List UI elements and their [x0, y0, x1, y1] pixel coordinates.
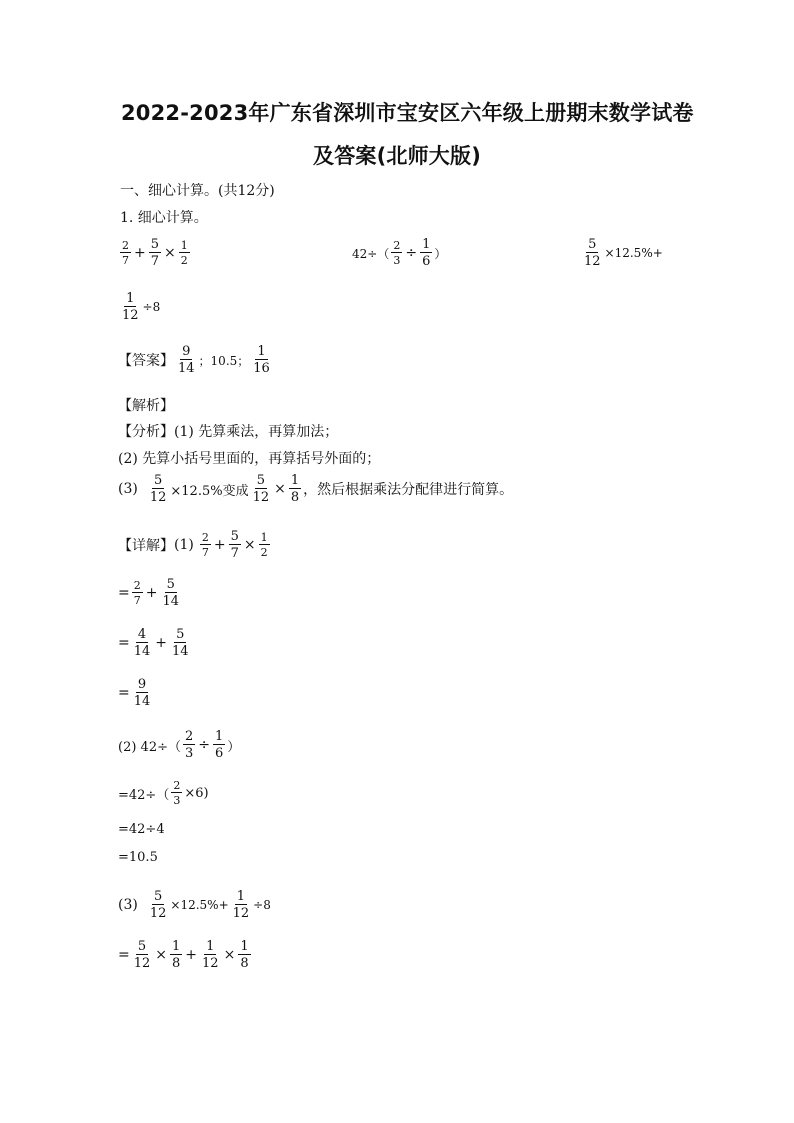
problem-1: [118, 238, 192, 268]
detail-text: =42÷（: [118, 787, 170, 803]
fraction: $\frac{5}{7}$: [150, 237, 160, 269]
fraction: $\frac{2}{3}$: [393, 239, 401, 267]
answer-text: ；10.5；: [198, 353, 250, 368]
operator: +: [155, 635, 168, 651]
analysis-text: ，然后根据乘法分配律进行简算。: [303, 482, 514, 498]
detail-s3-line1: [118, 890, 271, 920]
fraction: $\frac{2}{7}$: [133, 579, 141, 607]
fraction: $\frac{1}{2}$: [260, 531, 268, 559]
fraction: $\frac{2}{7}$: [122, 239, 129, 267]
detail-text: ×6): [184, 785, 209, 801]
problem-3: [580, 238, 663, 268]
operator: ÷: [198, 737, 210, 753]
fraction: $\frac{4}{14}$: [133, 627, 151, 659]
fraction: $\frac{5}{12}$: [149, 889, 167, 921]
fraction: $\frac{9}{14}$: [178, 344, 195, 376]
operator: +: [185, 947, 198, 963]
equals-sign: =: [118, 685, 130, 701]
page-title-line2: 及答案(北师大版): [313, 144, 481, 168]
expression-text: 42÷（: [352, 246, 390, 261]
detail-s3-line2: [118, 940, 253, 970]
detail-text: ×12.5%+: [170, 898, 229, 912]
expression-text: ×12.5%+: [604, 246, 663, 260]
fraction: $\frac{2}{7}$: [201, 531, 209, 559]
detail-s2-line3: =42÷4: [118, 822, 165, 837]
analysis-line-2: (2) 先算小括号里面的，再算括号外面的；: [118, 451, 381, 467]
analysis-text: (1) 先算乘法，再算加法；: [174, 424, 339, 440]
fraction: $\frac{5}{12}$: [252, 473, 270, 505]
detail-text: ）: [227, 739, 241, 755]
analysis-line-1: [118, 421, 338, 441]
detail-s1-line2: [118, 578, 183, 608]
expression-text: ）: [434, 246, 447, 261]
operator: +: [213, 537, 226, 553]
fraction: $\frac{1}{12}$: [122, 291, 139, 323]
operator: ÷: [405, 245, 418, 261]
operator: ×: [274, 481, 286, 497]
fraction: $\frac{5}{7}$: [230, 529, 239, 561]
fraction: $\frac{5}{12}$: [133, 939, 151, 971]
fraction: $\frac{2}{3}$: [184, 729, 194, 761]
question-label: 1. 细心计算。: [120, 210, 208, 226]
expression-text: ÷8: [142, 300, 161, 314]
detail-s1-line1: [118, 530, 272, 560]
detail-text: (1): [174, 537, 194, 553]
equals-sign: =: [118, 585, 130, 601]
page-title-line1: 2022-2023年广东省深圳市宝安区六年级上册期末数学试卷: [121, 101, 694, 125]
detail-s1-line4: [118, 678, 154, 708]
analysis-line-3: [118, 474, 513, 504]
detail-text: ÷8: [253, 898, 271, 912]
answer-line: [118, 345, 274, 375]
fraction: $\frac{1}{6}$: [422, 237, 431, 269]
fraction: $\frac{1}{6}$: [215, 729, 224, 761]
fraction: $\frac{1}{2}$: [180, 239, 188, 267]
fraction: $\frac{5}{12}$: [584, 237, 601, 269]
fraction: $\frac{1}{8}$: [240, 939, 249, 971]
fraction: $\frac{1}{12}$: [202, 939, 219, 971]
equals-sign: =: [118, 635, 130, 651]
problem-2: [352, 238, 446, 268]
detail-s2-line2: [118, 780, 209, 806]
operator: +: [134, 245, 146, 261]
fraction: $\frac{9}{14}$: [133, 677, 151, 709]
fraction: $\frac{5}{14}$: [172, 627, 189, 659]
detail-s2-line1: [118, 730, 240, 760]
detail-s1-line3: [118, 628, 193, 658]
detail-label: 【详解】: [118, 538, 174, 554]
fraction: $\frac{5}{14}$: [162, 577, 180, 609]
fraction: $\frac{1}{8}$: [290, 473, 300, 505]
operator: ×: [243, 537, 256, 553]
operator: ×: [155, 947, 168, 963]
analysis-text: ×12.5%变成: [170, 483, 249, 499]
operator: +: [145, 585, 158, 601]
analysis-sublabel: 【分析】: [118, 424, 174, 440]
equals-sign: =: [118, 947, 130, 963]
fraction: $\frac{2}{3}$: [173, 779, 181, 807]
section-heading: 一、细心计算。(共12分): [120, 183, 275, 199]
answer-label: 【答案】: [118, 353, 174, 369]
fraction: $\frac{1}{16}$: [253, 344, 270, 376]
detail-text: (2) 42÷（: [118, 739, 181, 755]
fraction: $\frac{1}{12}$: [232, 889, 250, 921]
fraction: $\frac{1}{8}$: [172, 939, 181, 971]
detail-text: (3): [118, 897, 138, 913]
problem-3-continued: [118, 292, 160, 322]
detail-s2-line4: =10.5: [118, 850, 158, 865]
analysis-label: 【解析】: [118, 398, 174, 414]
fraction: $\frac{5}{12}$: [149, 473, 167, 505]
operator: ×: [164, 245, 176, 261]
analysis-text: (3): [118, 481, 138, 497]
operator: ×: [223, 947, 236, 963]
